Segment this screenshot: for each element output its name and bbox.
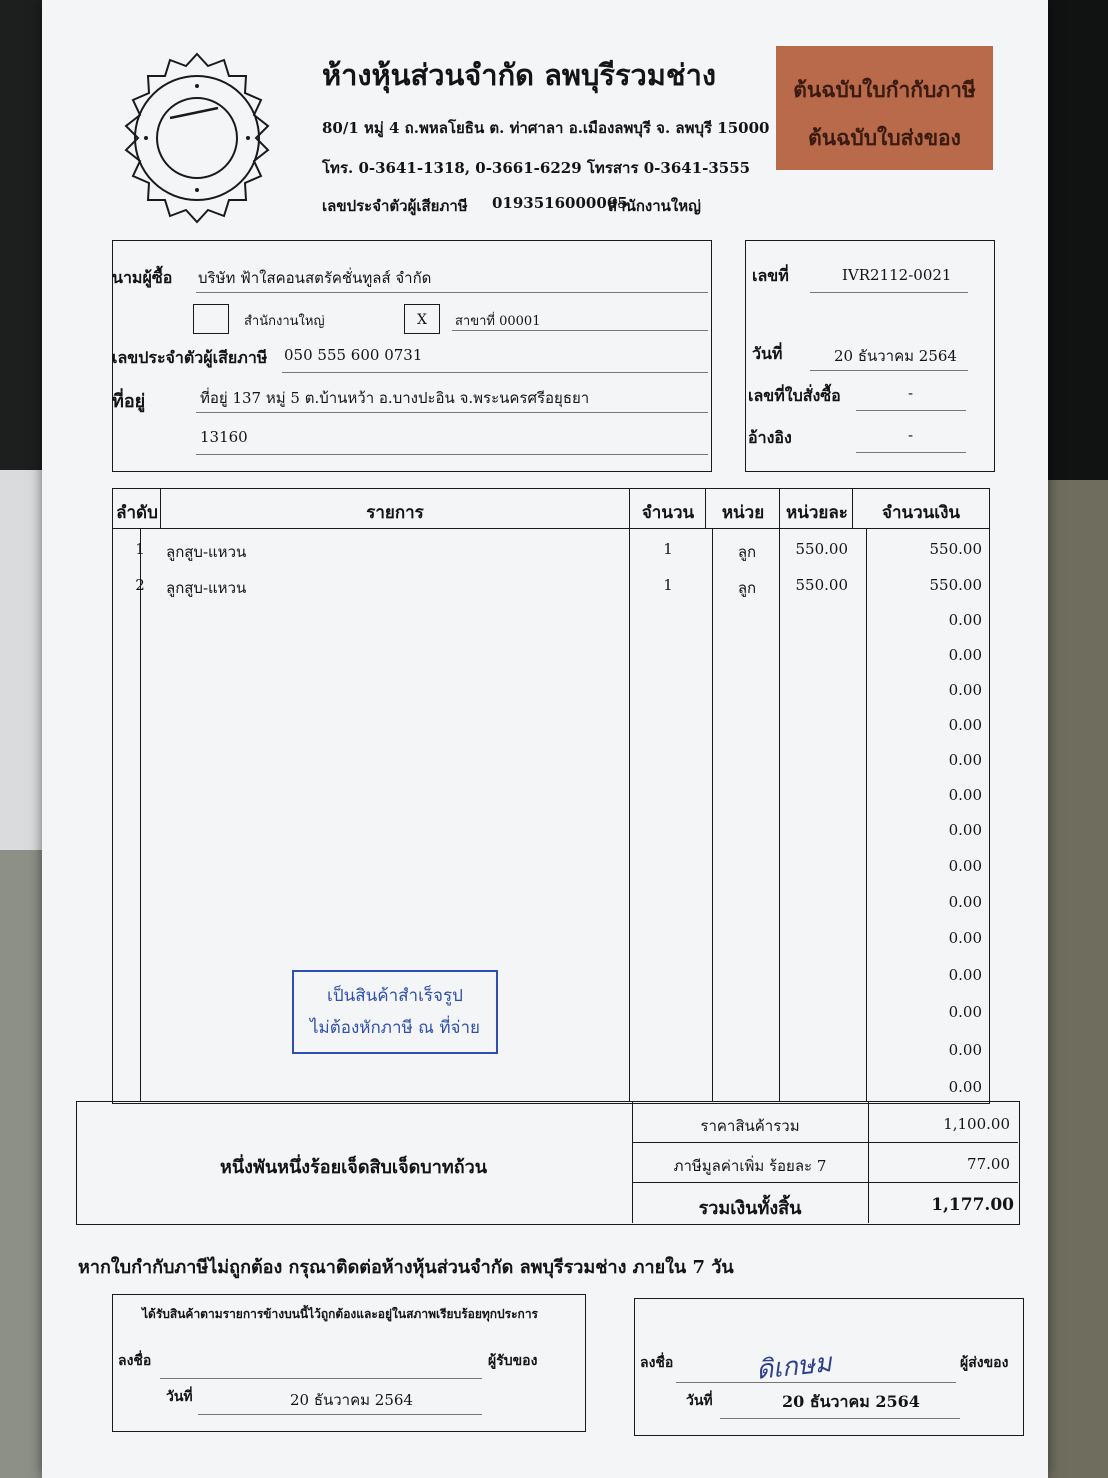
po-value: - bbox=[908, 384, 914, 402]
background-desk bbox=[1038, 480, 1108, 1478]
row2-no: 2 bbox=[135, 576, 145, 594]
po-line bbox=[856, 410, 966, 411]
sender-sign-line bbox=[676, 1382, 956, 1383]
amount-in-words: หนึ่งพันหนึ่งร้อยเจ็ดสิบเจ็ดบาทถ้วน bbox=[220, 1157, 488, 1178]
head-office-checkbox bbox=[193, 304, 229, 334]
branch-checkbox: X bbox=[404, 304, 440, 334]
totals-divider-v2 bbox=[868, 1101, 869, 1223]
empty-row-amount: 0.00 bbox=[948, 646, 982, 664]
table-header-divider bbox=[112, 528, 989, 529]
buyer-tax-label: เลขประจำตัวผู้เสียภาษี bbox=[112, 348, 268, 367]
stamp-line1: เป็นสินค้าสำเร็จรูป bbox=[327, 986, 463, 1006]
invoice-no: IVR2112-0021 bbox=[842, 266, 952, 284]
receiver-date: 20 ธันวาคม 2564 bbox=[290, 1391, 413, 1409]
empty-row-amount: 0.00 bbox=[948, 1078, 982, 1096]
buyer-tax-id: 050 555 600 0731 bbox=[284, 346, 423, 364]
sender-date: 20 ธันวาคม 2564 bbox=[782, 1392, 920, 1411]
empty-row-amount: 0.00 bbox=[948, 681, 982, 699]
buyer-address-label: ที่อยู่ bbox=[112, 391, 146, 412]
row1-unit: ลูก bbox=[737, 543, 757, 561]
ref-label: อ้างอิง bbox=[748, 428, 792, 447]
buyer-address-line1: ที่อยู่ 137 หมู่ 5 ต.บ้านหว้า อ.บางปะอิน จ.พระนครศรีอยุธยา bbox=[200, 389, 590, 407]
table-col-divider-3-body bbox=[712, 528, 713, 1102]
company-office: สำนักงานใหญ่ bbox=[608, 197, 701, 215]
empty-row-amount: 0.00 bbox=[948, 611, 982, 629]
company-seal-icon bbox=[108, 48, 286, 226]
empty-row-amount: 0.00 bbox=[948, 786, 982, 804]
sender-signature: ดิเกษม bbox=[754, 1348, 834, 1386]
row1-price: 550.00 bbox=[795, 540, 848, 558]
row1-qty: 1 bbox=[663, 540, 673, 558]
row2-amount: 550.00 bbox=[929, 576, 982, 594]
po-label: เลขที่ใบสั่งซื้อ bbox=[748, 386, 841, 405]
sender-sign-label: ลงชื่อ bbox=[640, 1355, 674, 1371]
receiver-sign-line bbox=[160, 1378, 482, 1379]
buyer-tax-line bbox=[282, 372, 708, 373]
header-unit: หน่วย bbox=[721, 503, 765, 523]
ref-line bbox=[856, 452, 966, 453]
document-type-badge bbox=[776, 46, 993, 170]
empty-row-amount: 0.00 bbox=[948, 751, 982, 769]
company-tax-label: เลขประจำตัวผู้เสียภาษี bbox=[322, 197, 468, 215]
row1-no: 1 bbox=[135, 540, 145, 558]
sender-role: ผู้ส่งของ bbox=[960, 1355, 1009, 1371]
row2-unit: ลูก bbox=[737, 579, 757, 597]
buyer-address-line2: 13160 bbox=[200, 428, 248, 446]
company-name: ห้างหุ้นส่วนจำกัด ลพบุรีรวมช่าง bbox=[322, 58, 717, 92]
receiver-role: ผู้รับของ bbox=[488, 1353, 538, 1369]
invoice-date-line bbox=[810, 370, 968, 371]
buyer-name-label: นามผู้ซื้อ bbox=[112, 268, 173, 287]
vat-value: 77.00 bbox=[967, 1155, 1010, 1173]
receiver-date-line bbox=[198, 1414, 482, 1415]
empty-row-amount: 0.00 bbox=[948, 893, 982, 911]
company-address: 80/1 หมู่ 4 ถ.พหลโยธิน ต. ท่าศาลา อ.เมืองลพบุรี จ. ลพบุรี 15000 bbox=[322, 119, 770, 137]
vat-label: ภาษีมูลค่าเพิ่ม ร้อยละ 7 bbox=[673, 1157, 827, 1175]
company-tax-id: 0193516000065 bbox=[492, 194, 628, 212]
correction-notice: หากใบกำกับภาษีไม่ถูกต้อง กรุณาติดต่อห้างหุ้นส่วนจำกัด ลพบุรีรวมช่าง ภายใน 7 วัน bbox=[78, 1257, 734, 1278]
receiver-sign-label: ลงชื่อ bbox=[118, 1353, 152, 1369]
empty-row-amount: 0.00 bbox=[948, 1041, 982, 1059]
header-qty: จำนวน bbox=[641, 503, 695, 523]
branch-line bbox=[452, 330, 708, 331]
row1-amount: 550.00 bbox=[929, 540, 982, 558]
sender-date-label: วันที่ bbox=[686, 1393, 713, 1409]
empty-row-amount: 0.00 bbox=[948, 821, 982, 839]
grand-total-label: รวมเงินทั้งสิ้น bbox=[698, 1198, 802, 1219]
grand-total-value: 1,177.00 bbox=[931, 1195, 1014, 1215]
ref-value: - bbox=[908, 426, 914, 444]
subtotal-value: 1,100.00 bbox=[943, 1115, 1010, 1133]
table-col-divider-1-body bbox=[140, 528, 141, 1102]
row1-item: ลูกสูบ-แหวน bbox=[166, 543, 247, 561]
document-type-line1: ต้นฉบับใบกำกับภาษี bbox=[793, 77, 976, 102]
empty-row-amount: 0.00 bbox=[948, 857, 982, 875]
stamp-line2: ไม่ต้องหักภาษี ณ ที่จ่าย bbox=[309, 1018, 481, 1038]
buyer-name: บริษัท ฟ้าใสคอนสตรัคชั่นทูลส์ จำกัด bbox=[198, 269, 432, 287]
buyer-address-line bbox=[196, 412, 708, 413]
branch-label: สาขาที่ 00001 bbox=[455, 314, 541, 329]
document-type-line2: ต้นฉบับใบส่งของ bbox=[808, 125, 961, 150]
empty-row-amount: 0.00 bbox=[948, 1003, 982, 1021]
invoice-no-line bbox=[810, 292, 968, 293]
header-amount: จำนวนเงิน bbox=[881, 503, 961, 523]
head-office-label: สำนักงานใหญ่ bbox=[244, 314, 325, 329]
invoice-date-label: วันที่ bbox=[752, 344, 783, 363]
invoice-no-label: เลขที่ bbox=[752, 266, 789, 285]
tax-exempt-stamp bbox=[292, 970, 498, 1054]
totals-divider-h1 bbox=[632, 1142, 1018, 1143]
empty-row-amount: 0.00 bbox=[948, 716, 982, 734]
empty-row-amount: 0.00 bbox=[948, 966, 982, 984]
totals-divider-v1 bbox=[632, 1101, 633, 1223]
sender-date-line bbox=[720, 1418, 960, 1419]
buyer-address-line-2 bbox=[196, 454, 708, 455]
header-price: หน่วยละ bbox=[786, 503, 848, 523]
header-no: ลำดับ bbox=[116, 503, 158, 523]
receiver-date-label: วันที่ bbox=[166, 1389, 193, 1405]
row2-price: 550.00 bbox=[795, 576, 848, 594]
totals-divider-h2 bbox=[632, 1182, 1018, 1183]
subtotal-label: ราคาสินค้ารวม bbox=[700, 1117, 800, 1135]
receiver-caption: ได้รับสินค้าตามรายการข้างบนนี้ไว้ถูกต้องและอยู่ในสภาพเรียบร้อยทุกประการ bbox=[142, 1307, 539, 1321]
empty-row-amount: 0.00 bbox=[948, 929, 982, 947]
buyer-name-line bbox=[196, 292, 708, 293]
company-phone: โทร. 0-3641-1318, 0-3661-6229 โทรสาร 0-3641-3555 bbox=[322, 159, 751, 177]
row2-item: ลูกสูบ-แหวน bbox=[166, 579, 247, 597]
invoice-date: 20 ธันวาคม 2564 bbox=[834, 347, 957, 365]
header-item: รายการ bbox=[366, 503, 424, 523]
row2-qty: 1 bbox=[663, 576, 673, 594]
